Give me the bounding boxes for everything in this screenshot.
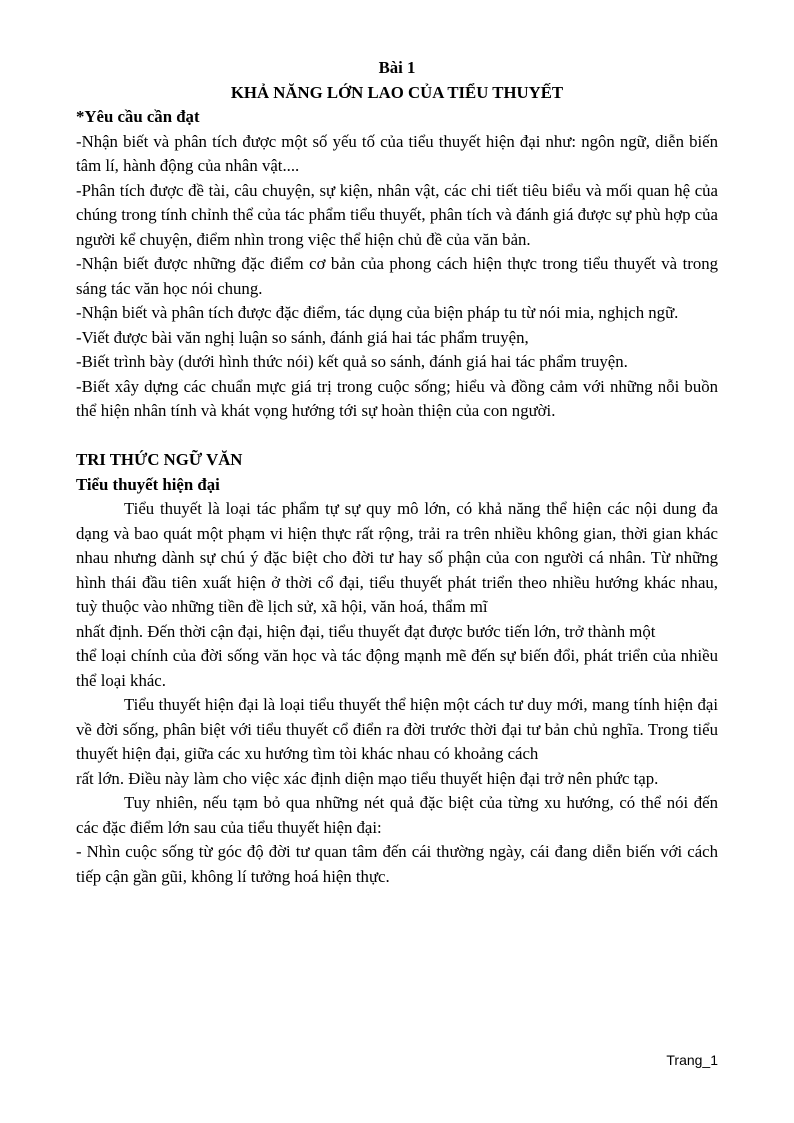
paragraph-line: thể loại chính của đời sống văn học và tác động mạnh mẽ đến sự biến đổi, phát triển của nhiều thể loại khác. (76, 646, 718, 690)
requirement-item: -Biết trình bày (dưới hình thức nói) kết quả so sánh, đánh giá hai tác phẩm truyện. (76, 352, 628, 371)
requirement-item: -Biết xây dựng các chuẩn mực giá trị trong cuộc sống; hiểu và đồng cảm với những nỗi buồn thể hiện nhân tính và khát vọng hướng tới sự hoàn thiện của con người. (76, 376, 718, 420)
paragraph-line: rất lớn. Điều này làm cho việc xác định diện mạo tiểu thuyết hiện đại trở nên phức tạp. (76, 768, 659, 788)
page-content (76, 56, 718, 889)
paragraph-line: Tiểu thuyết hiện đại là loại tiểu thuyết thể hiện một cách tư duy mới, mang tính hiện đại về đời sống, phân biệt với tiểu thuyết cổ điển ra đời trước thời đại tư bản chủ nghĩa. Trong tiểu thuyết hiện đại, giữa các xu hướng tìm tòi khác nhau có khoảng cách (76, 695, 718, 763)
requirement-item: -Viết được bài văn nghị luận so sánh, đánh giá hai tác phẩm truyện, (76, 327, 529, 347)
paragraph-line: nhất định. Đến thời cận đại, hiện đại, tiểu thuyết đạt được bước tiến lớn, trở thành một (76, 621, 656, 641)
requirements-heading: *Yêu cầu cần đạt (76, 107, 200, 126)
lesson-number: Bài 1 (378, 58, 416, 77)
knowledge-heading: TRI THỨC NGỮ VĂN (76, 450, 243, 469)
page-number: Trang_1 (666, 1052, 718, 1068)
paragraph-line: Tiểu thuyết là loại tác phẩm tự sự quy mô lớn, có khả năng thể hiện các nội dung đa dạng và bao quát một phạm vi hiện thực rất rộng, trải ra trên nhiều không gian, thời gian khác nhau nhưng dành sự chú ý đặc biệt cho đời tư hay số phận của con người cá nhân. Từ những hình thái đầu tiên xuất hiện ở thời cổ đại, tiểu thuyết phát triển theo nhiều hướng khác nhau, tuỳ thuộc vào những tiền đề lịch sử, xã hội, văn hoá, thẩm mĩ (76, 499, 718, 616)
requirement-item: -Nhận biết và phân tích được một số yếu tố của tiểu thuyết hiện đại như: ngôn ngữ, diễn biến tâm lí, hành động của nhân vật.... (76, 131, 718, 175)
requirement-item: -Phân tích được đề tài, câu chuyện, sự kiện, nhân vật, các chi tiết tiêu biểu và mối quan hệ của chúng trong tính chỉnh thể của tác phẩm tiểu thuyết, phân tích và đánh giá được sự phù hợp của người kể chuyện, điểm nhìn trong việc thể hiện chủ đề của văn bản. (76, 180, 718, 249)
requirement-item: -Nhận biết và phân tích được đặc điểm, tác dụng của biện pháp tu từ nói mia, nghịch ngữ. (76, 303, 679, 322)
requirement-item: -Nhận biết được những đặc điểm cơ bản của phong cách hiện thực trong tiểu thuyết và trong sáng tác văn học nói chung. (76, 254, 718, 298)
knowledge-subheading: Tiểu thuyết hiện đại (76, 474, 220, 494)
lesson-title: KHẢ NĂNG LỚN LAO CỦA TIỂU THUYẾT (230, 82, 564, 102)
section-spacer (76, 424, 718, 449)
paragraph: - Nhìn cuộc sống từ góc độ đời tư quan tâm đến cái thường ngày, cái đang diễn biến với cách tiếp cận gần gũi, không lí tưởng hoá hiện thực. (76, 842, 718, 886)
paragraph: Tuy nhiên, nếu tạm bỏ qua những nét quả đặc biệt của từng xu hướng, có thể nói đến các đặc điểm lớn sau của tiểu thuyết hiện đại: (76, 793, 718, 837)
